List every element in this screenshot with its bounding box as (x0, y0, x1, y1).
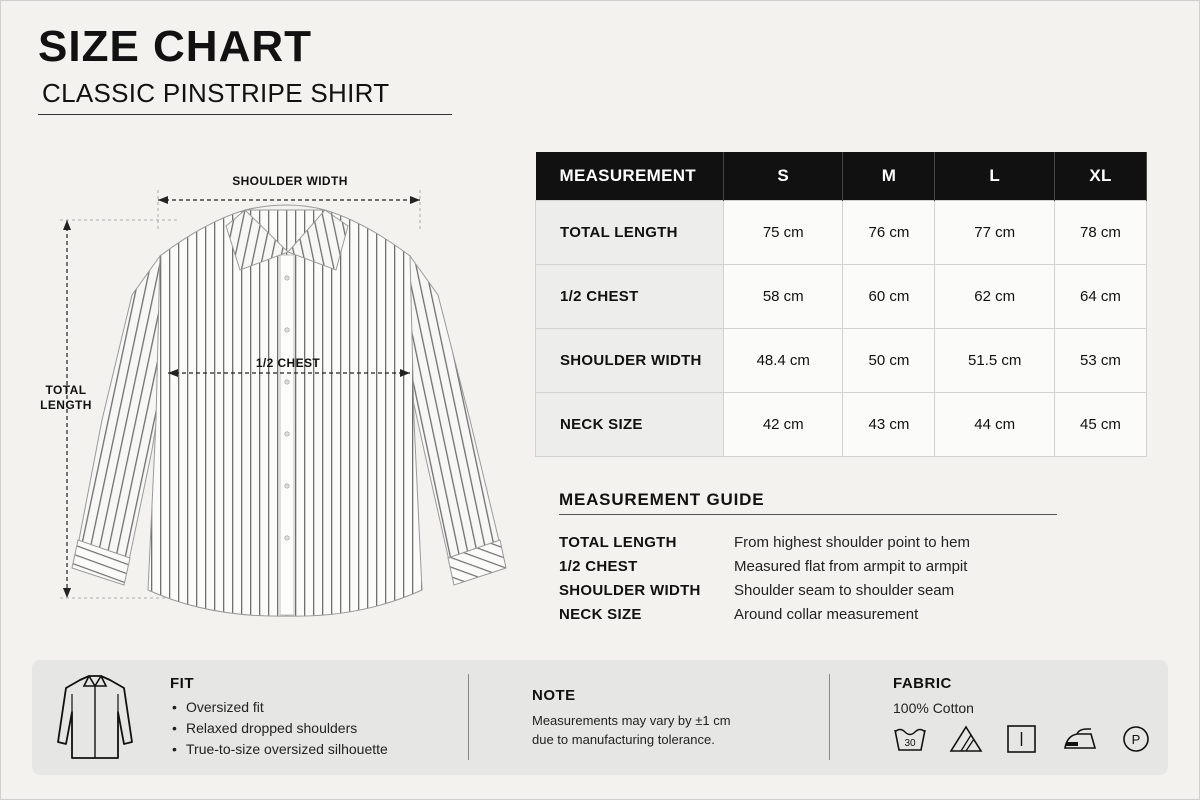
title-divider (38, 114, 452, 115)
table-cell: 78 cm (1054, 200, 1146, 264)
table-row (536, 328, 1147, 392)
guide-definition: Measured flat from armpit to armpit (734, 557, 968, 575)
column-header-m: M (843, 152, 935, 200)
fabric-title: FABRIC (893, 675, 952, 692)
guide-item (559, 578, 1079, 602)
product-subtitle: CLASSIC PINSTRIPE SHIRT (42, 78, 390, 108)
column-header-s: S (724, 152, 843, 200)
fit-list (170, 697, 388, 760)
tumble-dry-icon (1005, 724, 1039, 754)
total-length-label (34, 383, 98, 413)
table-row (536, 392, 1147, 456)
shirt-outline-icon (54, 672, 136, 762)
table-row (536, 200, 1147, 264)
shoulder-width-label: SHOULDER WIDTH (232, 174, 348, 188)
fit-item: • Relaxed dropped shoulders (170, 718, 388, 739)
wash-30-icon (893, 724, 927, 754)
table-cell: 45 cm (1054, 392, 1146, 456)
panel-divider (829, 674, 830, 760)
note-line-2: due to manufacturing tolerance. (532, 732, 715, 747)
guide-term: TOTAL LENGTH (559, 533, 677, 551)
wash-temp-text: 30 (904, 738, 916, 749)
table-cell: 60 cm (843, 264, 935, 328)
fabric-composition: 100% Cotton (893, 700, 974, 716)
column-header-xl: XL (1054, 152, 1146, 200)
info-panel (32, 660, 1168, 775)
shirt-illustration (30, 160, 520, 630)
guide-divider (559, 514, 1057, 515)
row-label: NECK SIZE (536, 392, 724, 456)
size-table (535, 152, 1147, 457)
fit-title: FIT (170, 675, 194, 692)
guide-term: 1/2 CHEST (559, 557, 638, 575)
row-label: SHOULDER WIDTH (536, 328, 724, 392)
guide-list (559, 530, 1079, 626)
guide-definition: From highest shoulder point to hem (734, 533, 970, 551)
page-title: SIZE CHART (38, 22, 312, 71)
dry-clean-letter: P (1131, 732, 1141, 747)
table-cell: 75 cm (724, 200, 843, 264)
table-cell: 62 cm (935, 264, 1054, 328)
fit-item: • True-to-size oversized silhouette (170, 739, 388, 760)
table-cell: 58 cm (724, 264, 843, 328)
guide-definition: Shoulder seam to shoulder seam (734, 581, 955, 599)
row-label: 1/2 CHEST (536, 264, 724, 328)
shirt-diagram (30, 160, 520, 630)
fit-item: • Oversized fit (170, 697, 388, 718)
table-cell: 42 cm (724, 392, 843, 456)
care-icons (893, 724, 1173, 758)
table-cell: 53 cm (1054, 328, 1146, 392)
table-cell: 50 cm (843, 328, 935, 392)
chest-label: 1/2 CHEST (255, 356, 321, 370)
row-label: TOTAL LENGTH (536, 200, 724, 264)
table-cell: 76 cm (843, 200, 935, 264)
total-length-label-line2: LENGTH (40, 398, 92, 412)
table-cell: 77 cm (935, 200, 1054, 264)
note-line-1: Measurements may vary by ±1 cm (532, 713, 731, 728)
column-header-l: L (935, 152, 1054, 200)
table-header-row (536, 152, 1147, 200)
bleach-icon (949, 724, 983, 754)
guide-definition: Around collar measurement (734, 605, 919, 623)
note-title: NOTE (532, 687, 576, 704)
guide-item (559, 554, 1079, 578)
dry-clean-p-icon (1119, 724, 1153, 754)
table-cell: 48.4 cm (724, 328, 843, 392)
iron-icon (1061, 724, 1099, 754)
guide-term: SHOULDER WIDTH (559, 581, 701, 599)
guide-title: MEASUREMENT GUIDE (559, 490, 765, 509)
panel-divider (468, 674, 469, 760)
table-cell: 44 cm (935, 392, 1054, 456)
total-length-label-line1: TOTAL (45, 383, 87, 397)
column-header-measurement: MEASUREMENT (536, 152, 724, 200)
guide-item (559, 530, 1079, 554)
table-cell: 64 cm (1054, 264, 1146, 328)
guide-item (559, 602, 1079, 626)
table-row (536, 264, 1147, 328)
table-cell: 51.5 cm (935, 328, 1054, 392)
note-text (532, 711, 762, 749)
table-cell: 43 cm (843, 392, 935, 456)
guide-term: NECK SIZE (559, 605, 642, 623)
